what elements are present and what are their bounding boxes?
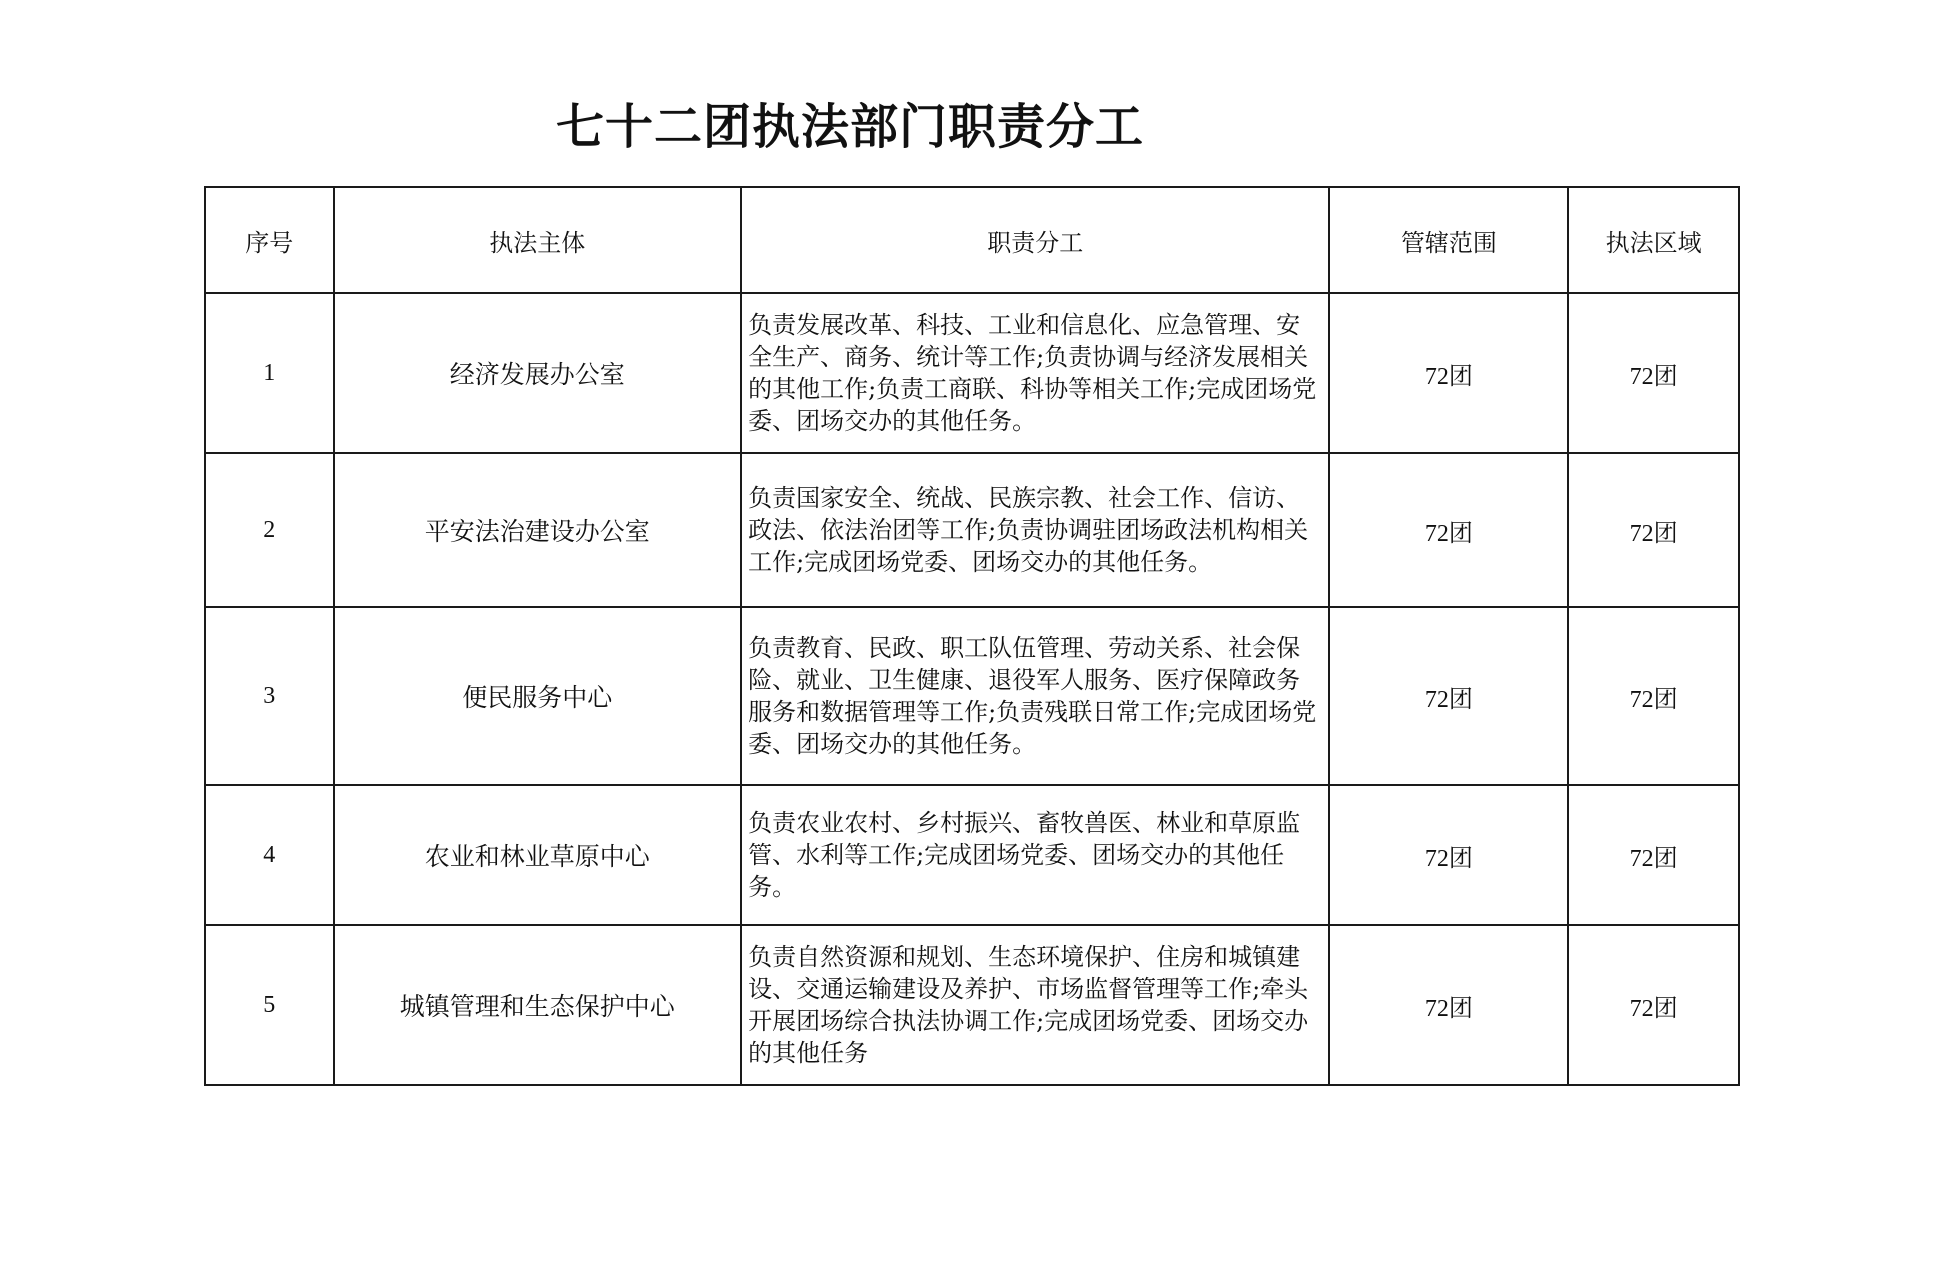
row-area: 72团 <box>1568 925 1739 1085</box>
row-area: 72团 <box>1568 785 1739 925</box>
row-area: 72团 <box>1568 453 1739 607</box>
row-area: 72团 <box>1568 607 1739 785</box>
row-seq: 5 <box>205 925 334 1085</box>
table-row <box>205 453 1739 607</box>
row-entity: 经济发展办公室 <box>334 293 742 453</box>
row-seq: 2 <box>205 453 334 607</box>
row-scope: 72团 <box>1329 607 1568 785</box>
row-scope: 72团 <box>1329 293 1568 453</box>
row-duty: 负责发展改革、科技、工业和信息化、应急管理、安全生产、商务、统计等工作;负责协调与经济发展相关的其他工作;负责工商联、科协等相关工作;完成团场党委、团场交办的其他任务。 <box>741 293 1329 453</box>
row-duty: 负责国家安全、统战、民族宗教、社会工作、信访、政法、依法治团等工作;负责协调驻团场政法机构相关工作;完成团场党委、团场交办的其他任务。 <box>741 453 1329 607</box>
row-scope: 72团 <box>1329 453 1568 607</box>
table-header-row <box>205 187 1739 293</box>
row-seq: 3 <box>205 607 334 785</box>
row-duty: 负责自然资源和规划、生态环境保护、住房和城镇建设、交通运输建设及养护、市场监督管理等工作;牵头开展团场综合执法协调工作;完成团场党委、团场交办的其他任务 <box>741 925 1329 1085</box>
header-scope: 管辖范围 <box>1329 187 1568 293</box>
row-area: 72团 <box>1568 293 1739 453</box>
row-duty: 负责农业农村、乡村振兴、畜牧兽医、林业和草原监管、水利等工作;完成团场党委、团场交办的其他任务。 <box>741 785 1329 925</box>
row-duty: 负责教育、民政、职工队伍管理、劳动关系、社会保险、就业、卫生健康、退役军人服务、医疗保障政务服务和数据管理等工作;负责残联日常工作;完成团场党委、团场交办的其他任务。 <box>741 607 1329 785</box>
row-seq: 1 <box>205 293 334 453</box>
header-duty: 职责分工 <box>741 187 1329 293</box>
row-scope: 72团 <box>1329 925 1568 1085</box>
header-seq: 序号 <box>205 187 334 293</box>
header-entity: 执法主体 <box>334 187 742 293</box>
row-entity: 农业和林业草原中心 <box>334 785 742 925</box>
row-seq: 4 <box>205 785 334 925</box>
table-row <box>205 785 1739 925</box>
row-entity: 便民服务中心 <box>334 607 742 785</box>
duty-table <box>204 186 1740 1086</box>
document-title: 七十二团执法部门职责分工 <box>555 99 1144 155</box>
table-row <box>205 925 1739 1085</box>
table-row <box>205 293 1739 453</box>
table-row <box>205 607 1739 785</box>
row-scope: 72团 <box>1329 785 1568 925</box>
row-entity: 城镇管理和生态保护中心 <box>334 925 742 1085</box>
row-entity: 平安法治建设办公室 <box>334 453 742 607</box>
header-area: 执法区域 <box>1568 187 1739 293</box>
